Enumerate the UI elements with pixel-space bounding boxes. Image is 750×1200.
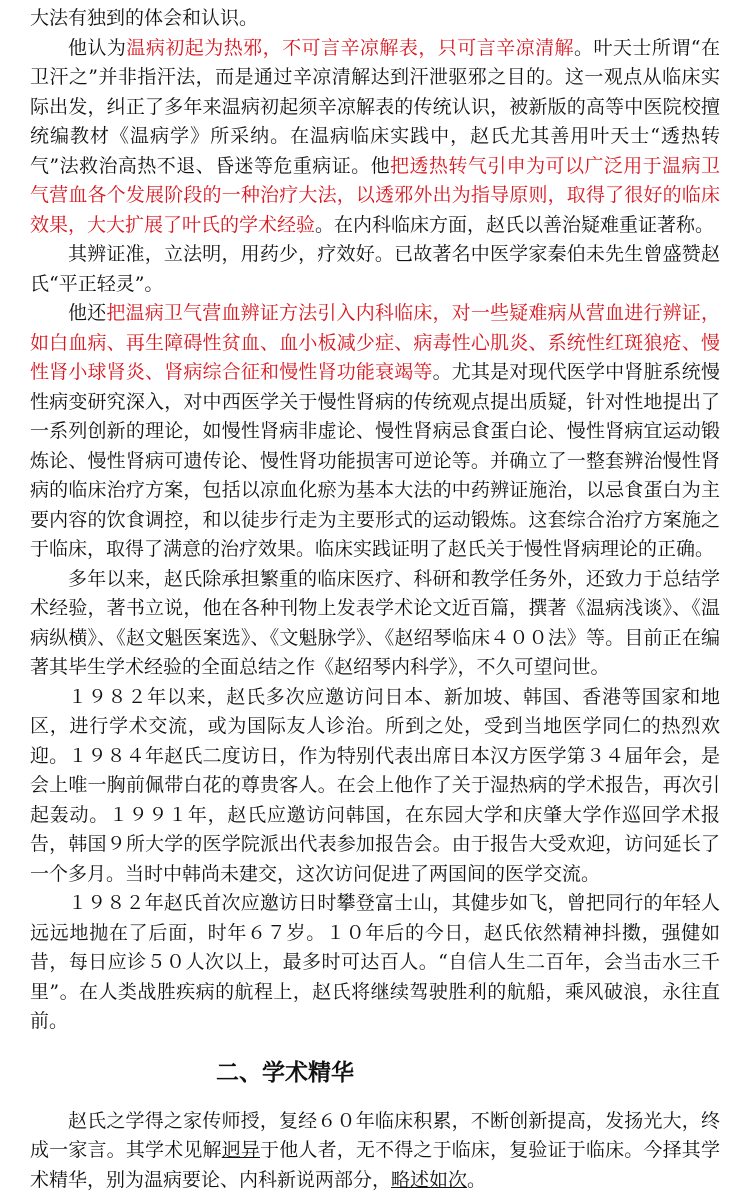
section-heading: 二、学术精华 bbox=[216, 1059, 354, 1086]
paragraph-5: １９８２年以来，赵氏多次应邀访问日本、新加坡、韩国、香港等国家和地区，进行学术交流，或为国际友人诊治。所到之处，受到当地医学同仁的热烈欢迎。１９８４年赵氏二度访日，作为特别代表出席日本汉方医学第３４届年会，是会上唯一胸前佩带白花的尊贵客人。在会上他作了关于湿热病的学术报告，再次引起轰动。１９９１年，赵氏应邀访问韩国，在东园大学和庆肇大学作巡回学术报告，韩国９所大学的医学院派出代表参加报告会。由于报告大受欢迎，访问延长了一个多月。当时中韩尚未建交，这次访问促进了两国间的医学交流。 bbox=[30, 685, 720, 885]
highlighted-text: 温病初起为热邪，不可言辛凉解表，只可言辛凉清解 bbox=[126, 36, 575, 59]
text-run: 。 bbox=[467, 1168, 487, 1191]
text-run: 于他人者，无不得之于临床，复验证于临床。今择其学术精华，别为温病要论、内科新说两部分， bbox=[30, 1139, 720, 1191]
text-run: 他还 bbox=[68, 302, 107, 324]
text-run: 他认为 bbox=[68, 36, 127, 59]
paragraph-4: 多年以来，赵氏除承担繁重的临床医疗、科研和教学任务外，还致力于总结学术经验，著书立说，他在各种刊物上发表学术论文近百篇，撰著《温病浅谈》、《温病纵横》、《赵文魁医案选》、《文魁脉学》、《赵绍琴临床４００法》等。目前正在编著其毕生学术经验的全面总结之作《赵绍琴内科学》，不久可望问世。 bbox=[30, 567, 720, 678]
text-run: 。尤其是对现代医学中肾脏系统慢性病变研究深入，对中西医学关于慢性肾病的传统观点提出质疑，针对性地提出了一系列创新的理论，如慢性肾病非虚论、慢性肾病忌食蛋白论、慢性肾病宜运动锻炼论、慢性肾病可遗传论、慢性肾功能损害可逆论等。并确立了一整套辨治慢性肾病的临床治疗方案，包括以凉血化瘀为基本大法的中药辨证施治，以忌食蛋白为主要内容的饮食调控，和以徒步行走为主要形式的运动锻炼。这套综合治疗方案施之于临床，取得了满意的治疗效果。临床实践证明了赵氏关于慢性肾病理论的正确。 bbox=[30, 361, 720, 560]
highlighted-text: 把温病卫气营血辨证方法引入内科临床，对一些疑难病从营血进行辨证，如白血病、再生障碍性贫血、血小板减少症、病毒性心肌炎、系统性红斑狼疮、慢性肾小球肾炎、肾病综合征和慢性肾功能衰竭等 bbox=[30, 302, 720, 383]
paragraph-7 bbox=[30, 1107, 720, 1196]
text-run: 。叶天士所谓“在卫汗之”并非指汗法，而是通过辛凉清解达到汗泄驱邪之目的。这一观点从临床实际出发，纠正了多年来温病初起须辛凉解表的传统认识，被新版的高等中医院校擅统编教材《温病学》所采纳。在温病临床实践中，赵氏尤其善用叶天士“透热转气”法救治高热不退、昏迷等危重病证。他 bbox=[30, 36, 720, 177]
underlined-text: 迥异 bbox=[221, 1139, 261, 1161]
text-run: 赵氏之学得之家传师授，复经６０年临床积累，不断创新提高，发扬光大，终成一家言。其学术见解 bbox=[30, 1109, 720, 1161]
paragraph-6: １９８２年赵氏首次应邀访日时攀登富士山，其健步如飞，曾把同行的年轻人远远地抛在了后面，时年６７岁。１０年后的今日，赵氏依然精神抖擞，强健如昔，每日应诊５０人次以上，最多时可达百人。“自信人生二百年，会当击水三千里”。在人类战胜疾病的航程上，赵氏将继续驾驶胜利的航船，乘风破浪，永往直前。 bbox=[30, 892, 720, 1032]
highlighted-text: 把透热转气引申为可以广泛用于温病卫气营血各个发展阶段的一种治疗大法，以透邪外出为指导原则，取得了很好的临床效果，大大扩展了叶氏的学术经验 bbox=[30, 154, 720, 236]
underlined-text: 略述如次 bbox=[391, 1168, 468, 1191]
paragraph-1 bbox=[30, 34, 720, 241]
paragraph-3 bbox=[30, 299, 720, 565]
paragraph-0: 大法有独到的体会和认识。 bbox=[30, 7, 259, 29]
text-run: 。在内科临床方面，赵氏以善治疑难重证著称。 bbox=[315, 213, 715, 236]
paragraph-2: 其辨证准，立法明，用药少，疗效好。已故著名中医学家秦伯未先生曾盛赞赵氏“平正轻灵”。 bbox=[30, 243, 720, 295]
